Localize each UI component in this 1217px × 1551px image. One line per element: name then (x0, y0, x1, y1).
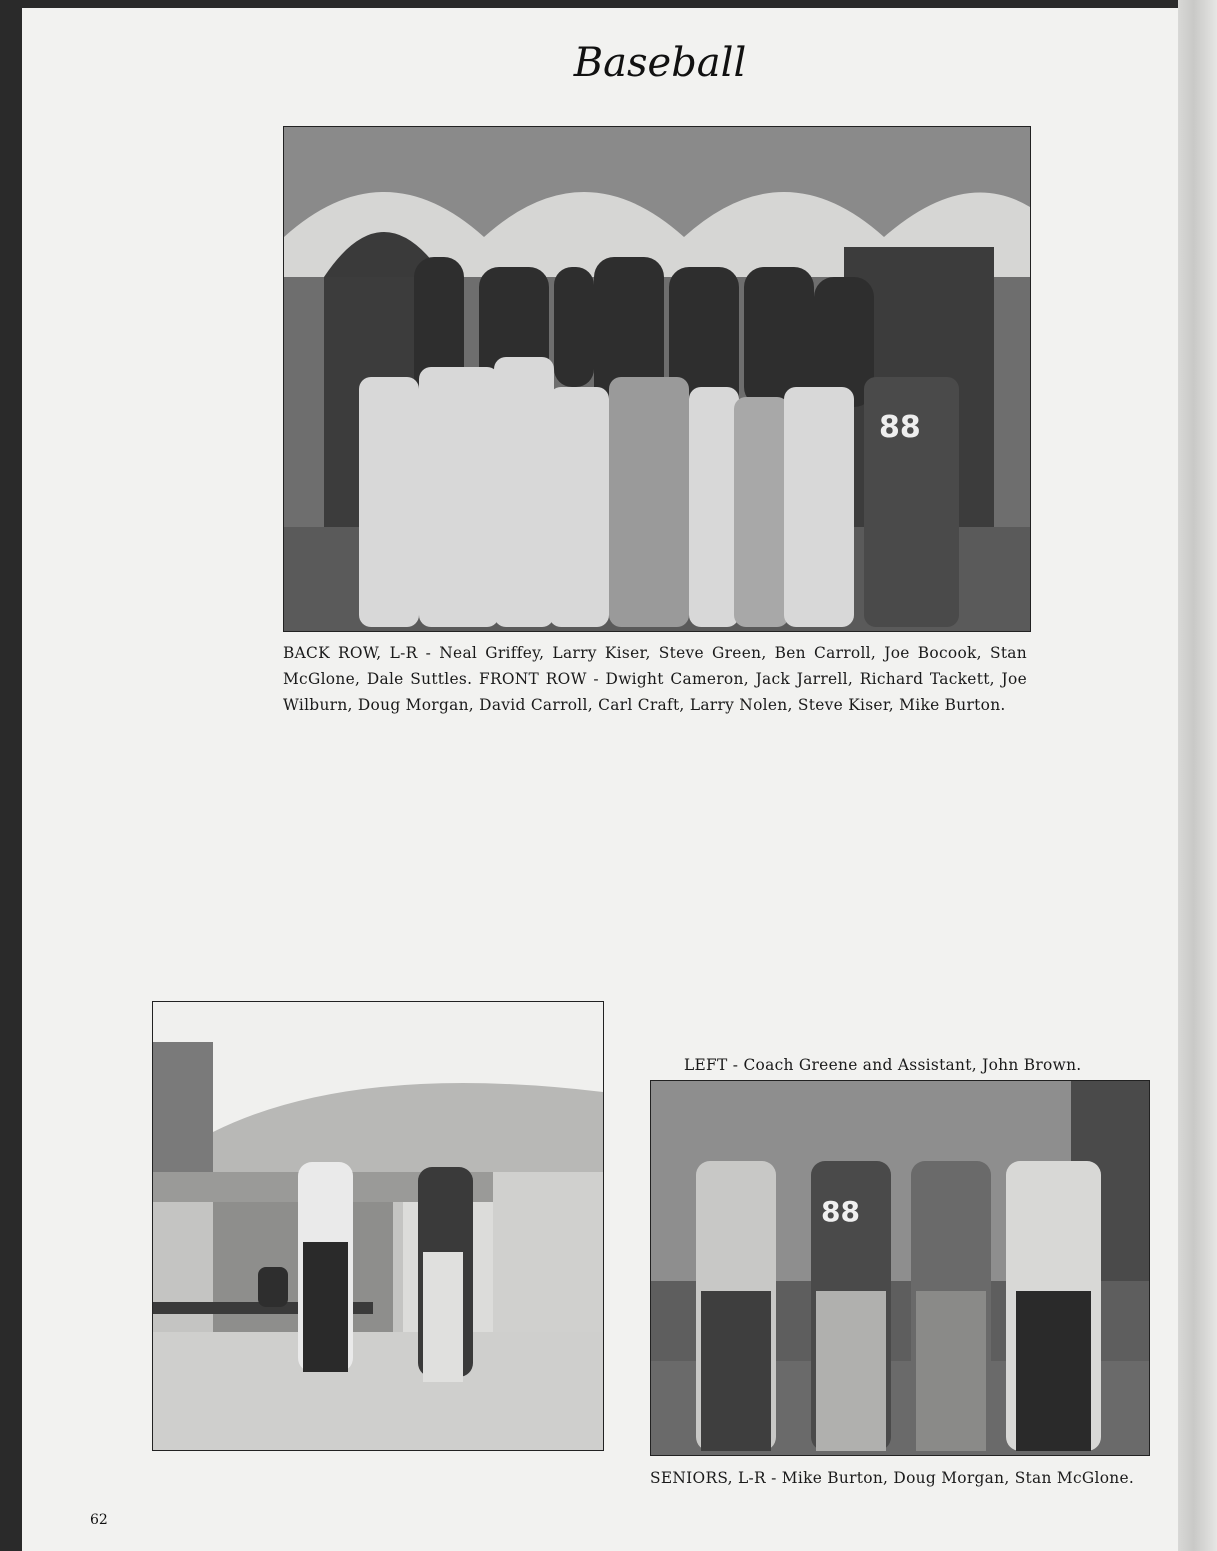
coach-photo-caption: LEFT - Coach Greene and Assistant, John Brown. (684, 1056, 1082, 1074)
page-number: 62 (90, 1512, 108, 1528)
page-title: Baseball (573, 40, 747, 86)
svg-text:88: 88 (879, 410, 921, 445)
facing-page-edge (1178, 0, 1217, 1551)
seniors-photo-caption: SENIORS, L-R - Mike Burton, Doug Morgan, Stan McGlone. (650, 1469, 1135, 1487)
svg-text:88: 88 (821, 1195, 860, 1228)
coach-photo (152, 1001, 604, 1451)
team-photo-caption: BACK ROW, L-R - Neal Griffey, Larry Kiser, Steve Green, Ben Carroll, Joe Bocook, Stan McGlone, Dale Suttles. FRONT ROW - Dwight Cameron, Jack Jarrell, Richard Tackett, Joe Wilburn, Doug Morgan, David Carroll, Carl Craft, Larry Nolen, Steve Kiser, Mike Burton. (283, 644, 1027, 714)
team-photo (283, 126, 1031, 632)
seniors-photo (650, 1080, 1150, 1456)
